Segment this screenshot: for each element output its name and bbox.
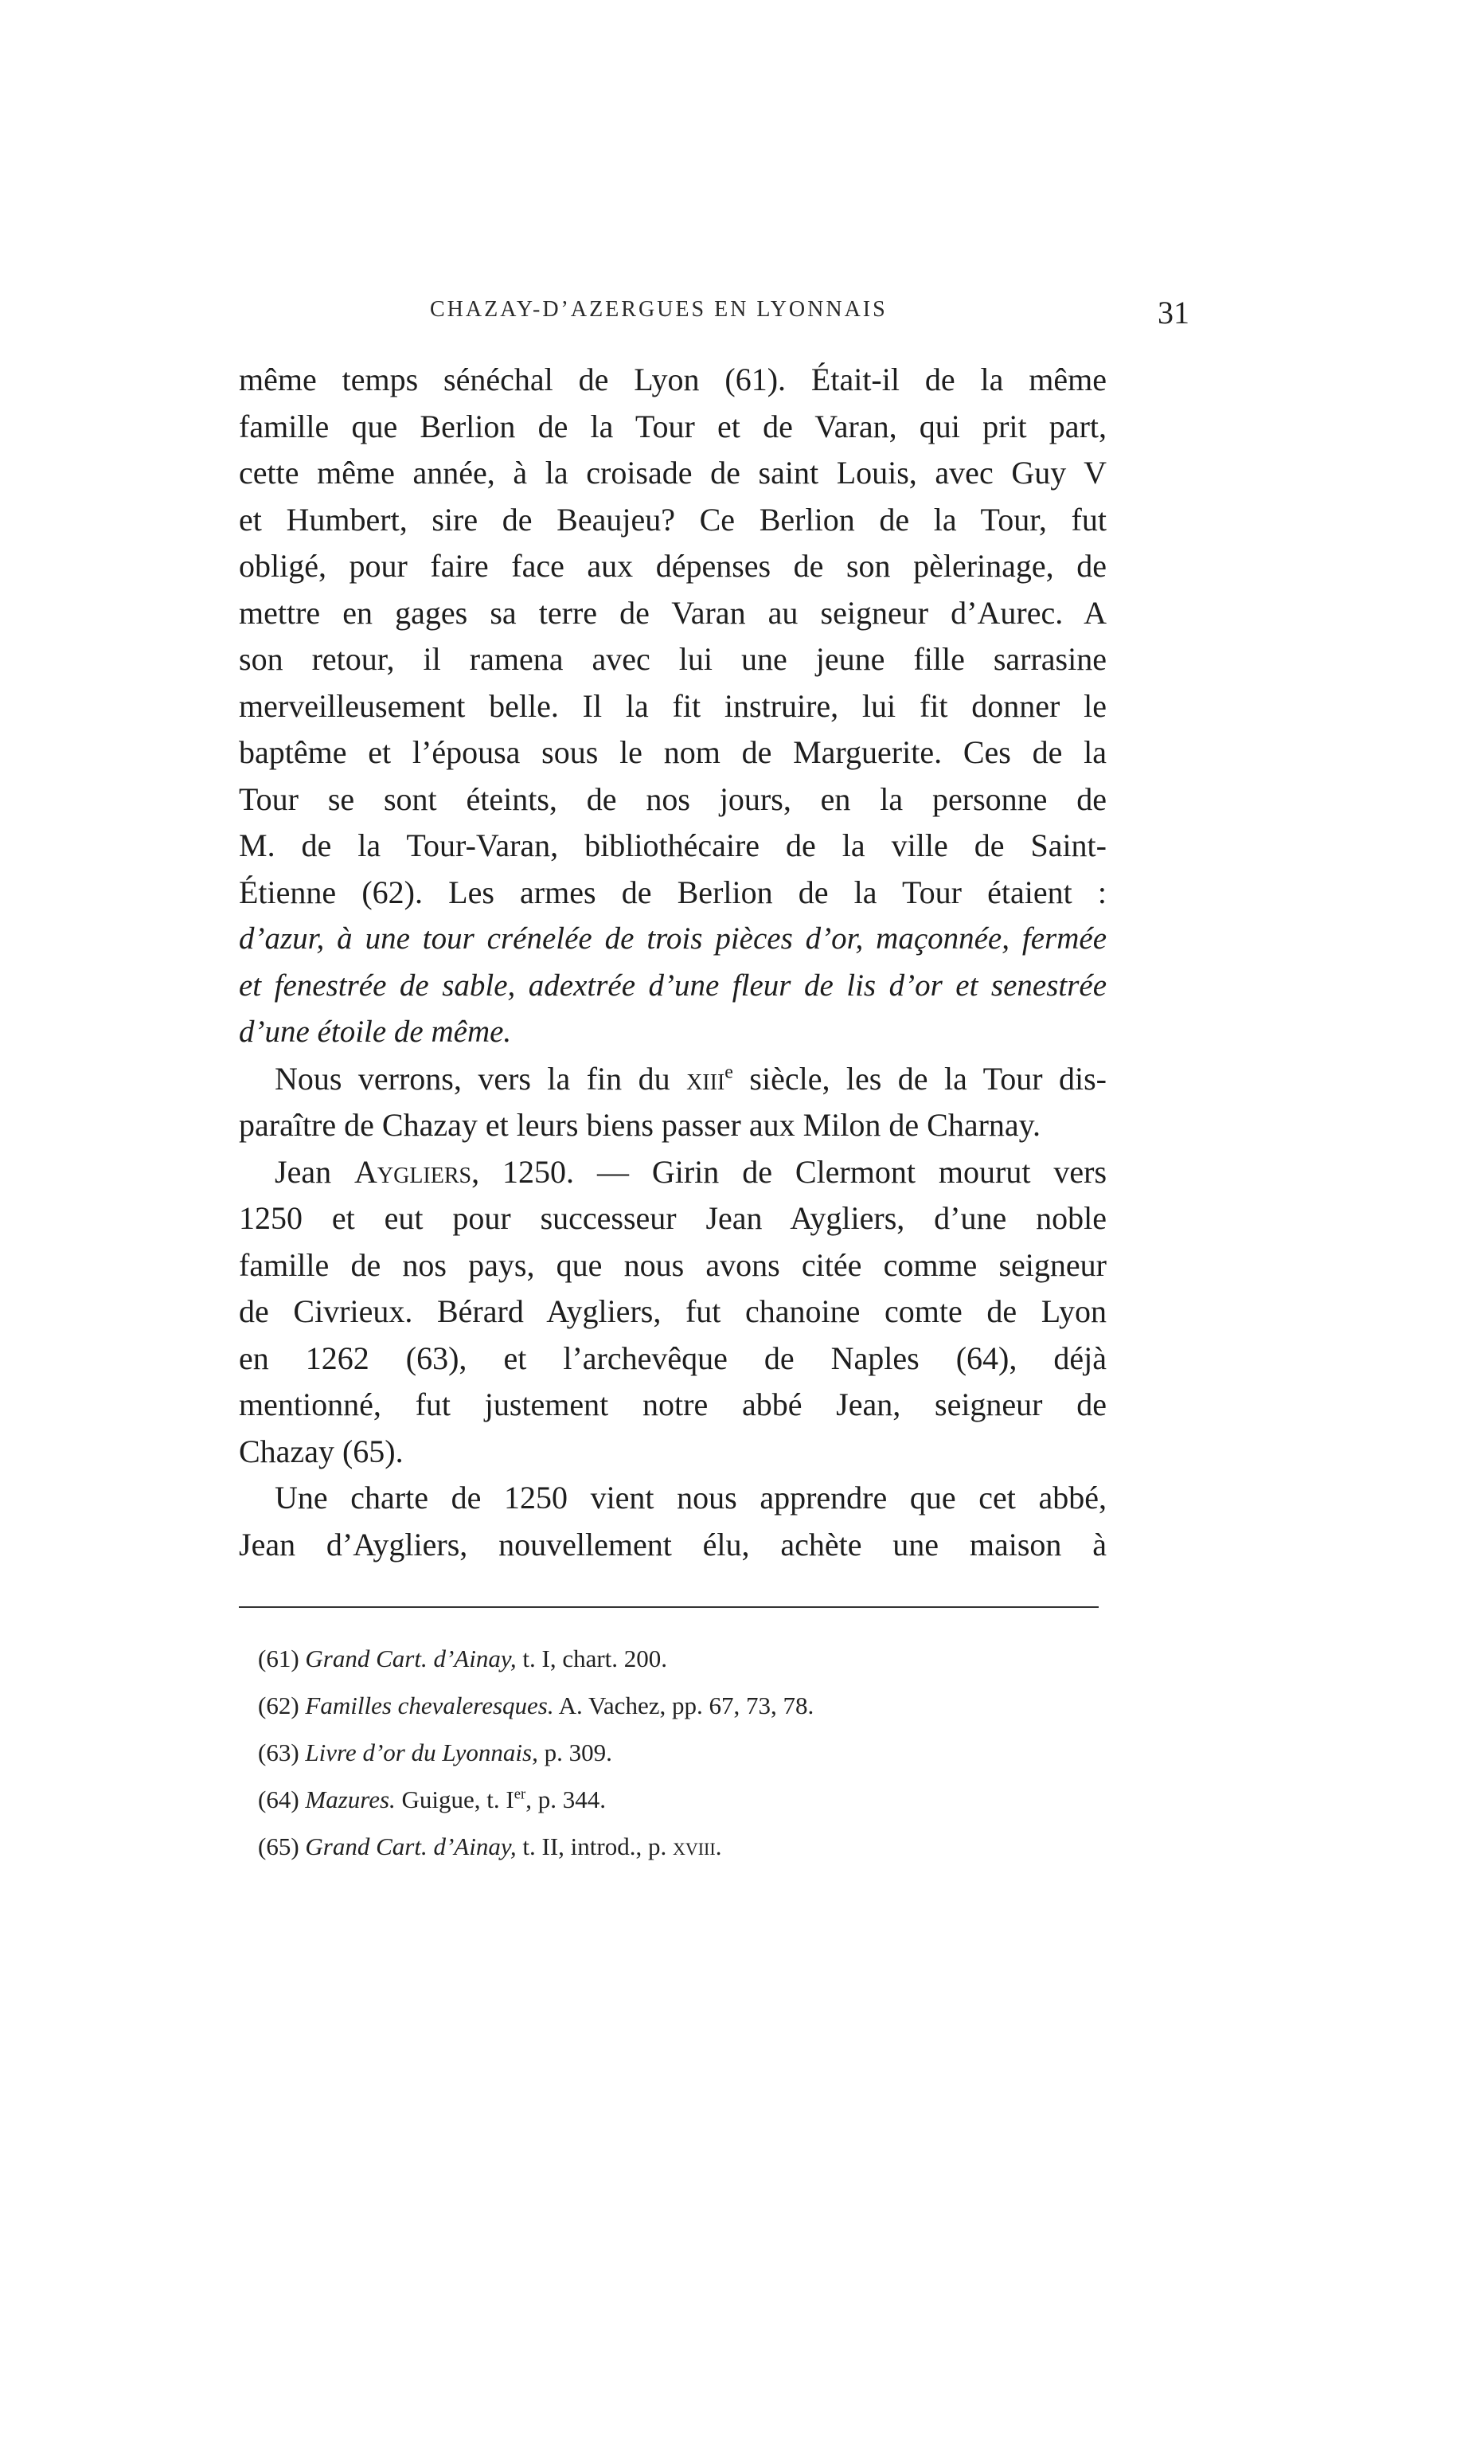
text-line: mettre en gages sa terre de Varan au seigneur d’Aurec. A (239, 594, 1107, 631)
text-segment: siècle, les de la Tour dis- (732, 1060, 1107, 1097)
text-line: 1250 et eut pour successeur Jean Aygliers, d’une noble (239, 1200, 1107, 1236)
footnote-number: (65) (258, 1832, 306, 1860)
page-number: 31 (1158, 295, 1189, 330)
footnote-title: Mazures. (305, 1785, 396, 1813)
footnote-number: (61) (258, 1645, 306, 1672)
footnote-ref: Guigue, t. I (395, 1785, 514, 1813)
main-text (239, 357, 1107, 1568)
text-segment: Nous verrons, vers la fin du (275, 1060, 687, 1097)
footnote-ref: p. 309. (537, 1738, 612, 1766)
running-title: CHAZAY-D’AZERGUES EN LYONNAIS (430, 297, 888, 322)
footnotes (258, 1635, 814, 1870)
text-line: famille de nos pays, que nous avons citée comme seigneur (239, 1246, 1107, 1283)
footnote-number: (62) (258, 1692, 306, 1719)
footnote (258, 1776, 814, 1823)
text-line: famille que Berlion de la Tour et de Varan, qui prit part, (239, 408, 1107, 444)
text-line: Une charte de 1250 vient nous apprendre que cet abbé, (275, 1480, 1107, 1516)
footnote-number: (64) (258, 1785, 306, 1813)
text-line: de Civrieux. Bérard Aygliers, fut chanoine comte de Lyon (239, 1293, 1107, 1329)
century-numeral: xiii (686, 1060, 725, 1097)
footnote-ref: . (715, 1832, 722, 1860)
text-line: obligé, pour faire face aux dépenses de son pèlerinage, de (239, 548, 1107, 584)
footnote-ref: A. Vachez, pp. 67, 73, 78. (553, 1692, 814, 1719)
blazon-line: d’une étoile de même. (239, 1015, 512, 1049)
surname-smallcaps: Aygliers (354, 1153, 472, 1190)
text-line: même temps sénéchal de Lyon (61). Était-il de la même (239, 362, 1107, 397)
text-line: cette même année, à la croisade de saint Louis, avec Guy V (239, 455, 1107, 491)
roman-numeral: xviii (672, 1832, 716, 1860)
text-segment: Jean (275, 1153, 354, 1190)
text-line: Chazay (65). (239, 1433, 404, 1469)
footnote (258, 1635, 814, 1682)
text-line: Étienne (62). Les armes de Berlion de la Tour étaient : (239, 874, 1107, 910)
footnote-title: Grand Cart. d’Ainay, (305, 1645, 517, 1672)
text-line (239, 1056, 1107, 1103)
paragraph-1 (239, 357, 1107, 1056)
text-segment: , 1250. — Girin de Clermont mourut vers (471, 1153, 1107, 1190)
text-line: Tour se sont éteints, de nos jours, en la personne de (239, 780, 1107, 817)
paragraph-4 (239, 1475, 1107, 1568)
footnote-ref: t. II, introd., p. (516, 1832, 673, 1860)
paragraph-2 (239, 1056, 1107, 1149)
blazon-line: et fenestrée de sable, adextrée d’une fleur de lis d’or et senestrée (239, 968, 1107, 1003)
footnote-rule (239, 1606, 1099, 1608)
text-line: paraître de Chazay et leurs biens passer aux Milon de Charnay. (239, 1107, 1041, 1143)
footnote-title: Livre d’or du Lyonnais, (305, 1738, 538, 1766)
footnote-ref: t. I, chart. 200. (516, 1645, 668, 1672)
section-heading-line (239, 1149, 1107, 1196)
footnote (258, 1823, 814, 1870)
footnote-ref: , p. 344. (525, 1785, 606, 1813)
superscript: e (724, 1062, 733, 1083)
footnote (258, 1682, 814, 1729)
text-line: M. de la Tour-Varan, bibliothécaire de la ville de Saint- (239, 827, 1107, 863)
text-line: et Humbert, sire de Beaujeu? Ce Berlion de la Tour, fut (239, 501, 1107, 538)
text-line: son retour, il ramena avec lui une jeune fille sarrasine (239, 641, 1107, 677)
footnote-title: Grand Cart. d’Ainay, (305, 1832, 517, 1860)
footnote-title: Familles chevaleresques. (305, 1692, 554, 1719)
footnote-number: (63) (258, 1738, 306, 1766)
text-line: mentionné, fut justement notre abbé Jean, seigneur de (239, 1386, 1107, 1422)
blazon-line: d’azur, à une tour crénelée de trois pièces d’or, maçonnée, fermée (239, 921, 1107, 956)
page-header (239, 291, 1189, 338)
text-line: baptême et l’épousa sous le nom de Marguerite. Ces de la (239, 734, 1107, 770)
superscript: er (514, 1785, 526, 1803)
text-line: Jean d’Aygliers, nouvellement élu, achète une maison à (239, 1526, 1107, 1562)
paragraph-3 (239, 1149, 1107, 1476)
footnote (258, 1729, 814, 1776)
text-line: merveilleusement belle. Il la fit instruire, lui fit donner le (239, 687, 1107, 724)
text-line: en 1262 (63), et l’archevêque de Naples (64), déjà (239, 1340, 1107, 1376)
